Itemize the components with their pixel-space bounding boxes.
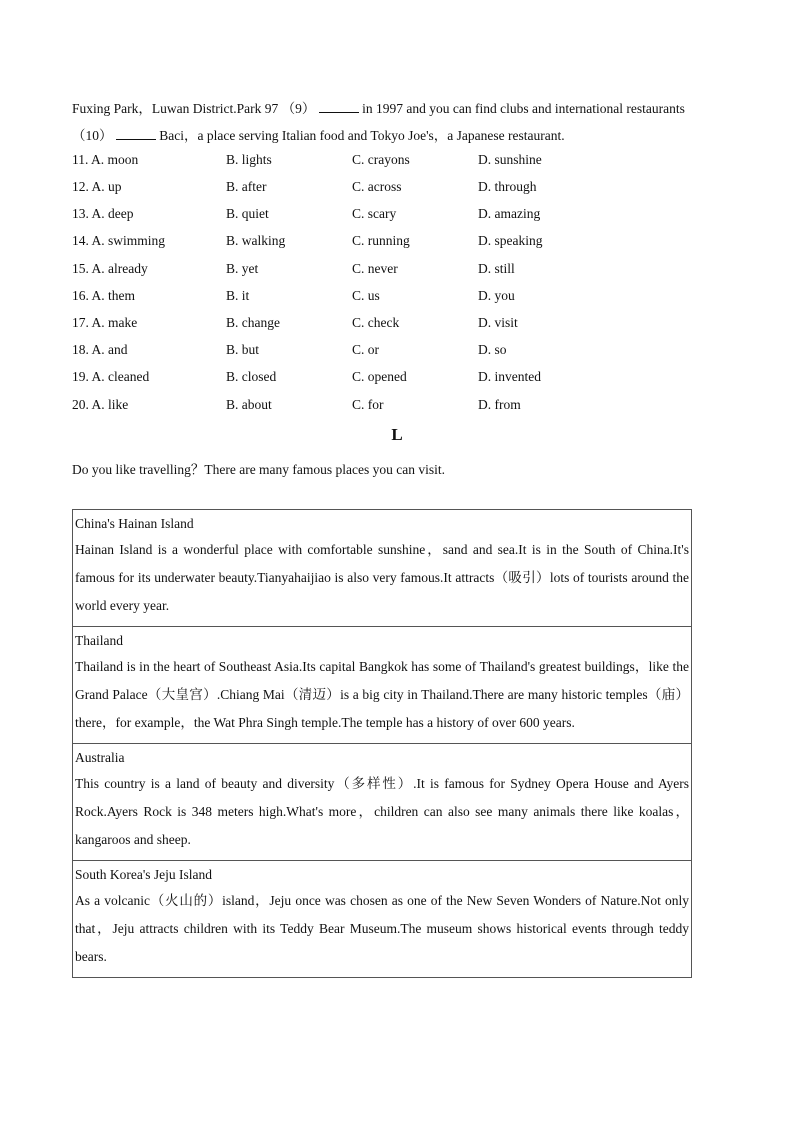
option-d[interactable]: D. you [478, 288, 515, 303]
option-d[interactable]: D. sunshine [478, 152, 542, 167]
option-d[interactable]: D. through [478, 179, 537, 194]
option-c[interactable]: C. across [352, 179, 402, 194]
option-c[interactable]: C. check [352, 315, 400, 330]
option-a[interactable]: 11. A. moon [72, 152, 139, 167]
option-a[interactable]: 18. A. and [72, 342, 128, 357]
option-d[interactable]: D. so [478, 342, 507, 357]
intro-line-2-end: Baci，a place serving Italian food and Tokyo Joe's，a Japanese restaurant. [159, 128, 565, 143]
place-cell [73, 743, 691, 860]
option-c[interactable]: C. crayons [352, 152, 410, 167]
place-cell [73, 860, 691, 977]
option-c[interactable]: C. or [352, 342, 379, 357]
option-b[interactable]: B. closed [226, 369, 277, 384]
option-d[interactable]: D. amazing [478, 206, 541, 221]
option-b[interactable]: B. it [226, 288, 250, 303]
place-cell [73, 510, 691, 626]
intro-line-1-end: in 1997 and you can find clubs and international restaurants [362, 101, 685, 116]
option-c[interactable]: C. opened [352, 369, 407, 384]
option-a[interactable]: 15. A. already [72, 261, 148, 276]
option-b[interactable]: B. lights [226, 152, 272, 167]
intro-line-1 [72, 97, 685, 117]
place-title: Thailand [75, 633, 123, 648]
option-a[interactable]: 16. A. them [72, 288, 136, 303]
option-a[interactable]: 17. A. make [72, 315, 138, 330]
option-c[interactable]: C. running [352, 233, 410, 248]
intro-line-2-start: （10） [72, 128, 113, 143]
option-a[interactable]: 14. A. swimming [72, 233, 166, 248]
place-title: Australia [75, 750, 125, 765]
option-a[interactable]: 12. A. up [72, 179, 122, 194]
place-description: This country is a land of beauty and diversity（多样性）.It is famous for Sydney Opera House and Ayers Rock.Ayers Rock is 348 meters high.What's more，children can also see many animals there like koalas，kangaroos and sheep. [75, 776, 689, 847]
places-table [72, 509, 692, 978]
option-a[interactable]: 19. A. cleaned [72, 369, 150, 384]
intro-line-2 [72, 124, 565, 144]
option-d[interactable]: D. visit [478, 315, 518, 330]
answer-blank-9[interactable] [319, 100, 359, 113]
option-b[interactable]: B. after [226, 179, 267, 194]
option-d[interactable]: D. still [478, 261, 515, 276]
place-title: South Korea's Jeju Island [75, 867, 213, 882]
option-d[interactable]: D. invented [478, 369, 541, 384]
place-title: China's Hainan Island [75, 516, 194, 531]
option-d[interactable]: D. speaking [478, 233, 543, 248]
place-description: As a volcanic（火山的）island，Jeju once was chosen as one of the New Seven Wonders of Nature.Not only that，Jeju attracts children with its Teddy Bear Museum.The museum shows historical events through teddy bears. [75, 893, 689, 964]
option-a[interactable]: 13. A. deep [72, 206, 134, 221]
option-c[interactable]: C. us [352, 288, 380, 303]
option-c[interactable]: C. never [352, 261, 398, 276]
section-letter: L [391, 425, 403, 444]
option-b[interactable]: B. quiet [226, 206, 269, 221]
option-d[interactable]: D. from [478, 397, 521, 412]
place-description: Thailand is in the heart of Southeast Asia.Its capital Bangkok has some of Thailand's greatest buildings，like the Grand Palace（大皇宫）.Chiang Mai（清迈）is a big city in Thailand.There are many historic temples（庙）there，for example，the Wat Phra Singh temple.The temple has a history of over 600 years. [75, 659, 689, 730]
option-b[interactable]: B. yet [226, 261, 259, 276]
option-b[interactable]: B. walking [226, 233, 286, 248]
option-b[interactable]: B. about [226, 397, 272, 412]
option-c[interactable]: C. for [352, 397, 384, 412]
section-intro: Do you like travelling？There are many famous places you can visit. [72, 462, 446, 477]
option-b[interactable]: B. change [226, 315, 280, 330]
answer-blank-10[interactable] [116, 127, 156, 140]
option-a[interactable]: 20. A. like [72, 397, 129, 412]
place-cell [73, 626, 691, 743]
option-c[interactable]: C. scary [352, 206, 397, 221]
intro-line-1-start: Fuxing Park，Luwan District.Park 97 （9） [72, 101, 316, 116]
place-description: Hainan Island is a wonderful place with comfortable sunshine，sand and sea.It is in the South of China.It's famous for its underwater beauty.Tianyahaijiao is also very famous.It attracts（吸引）lots of tourists around the world every year. [75, 542, 689, 613]
option-b[interactable]: B. but [226, 342, 260, 357]
